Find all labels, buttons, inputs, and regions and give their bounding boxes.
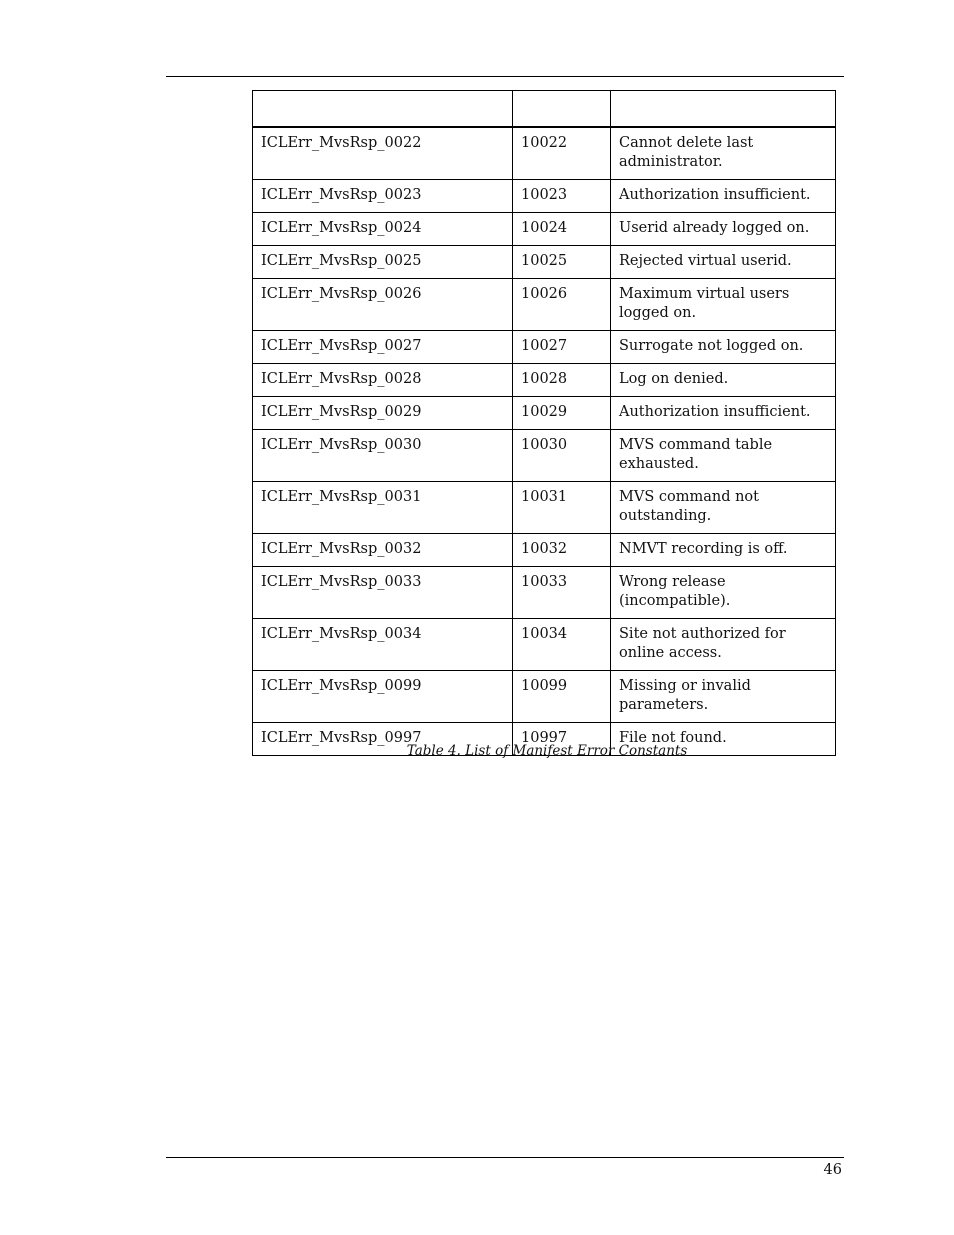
constant-name: ICLErr_MvsRsp_0024 [253, 213, 513, 246]
table-row [253, 430, 836, 482]
constant-name: ICLErr_MvsRsp_0997 [253, 723, 513, 756]
error-code: 10028 [513, 364, 611, 397]
error-code: 10023 [513, 180, 611, 213]
constant-name: ICLErr_MvsRsp_0028 [253, 364, 513, 397]
error-code: 10034 [513, 619, 611, 671]
error-description: File not found. [611, 723, 836, 756]
table-row [253, 213, 836, 246]
table-row [253, 364, 836, 397]
error-code: 10997 [513, 723, 611, 756]
constant-name: ICLErr_MvsRsp_0033 [253, 567, 513, 619]
table-row [253, 619, 836, 671]
table-row [253, 397, 836, 430]
error-code: 10025 [513, 246, 611, 279]
error-description: Log on denied. [611, 364, 836, 397]
error-description: Surrogate not logged on. [611, 331, 836, 364]
error-constants-table [252, 90, 836, 756]
error-code: 10031 [513, 482, 611, 534]
error-description: NMVT recording is off. [611, 534, 836, 567]
error-description: Cannot delete last administrator. [611, 127, 836, 180]
table-row [253, 671, 836, 723]
error-description: Rejected virtual userid. [611, 246, 836, 279]
constant-name: ICLErr_MvsRsp_0034 [253, 619, 513, 671]
constant-name: ICLErr_MvsRsp_0032 [253, 534, 513, 567]
constant-name: ICLErr_MvsRsp_0031 [253, 482, 513, 534]
constant-name: ICLErr_MvsRsp_0029 [253, 397, 513, 430]
constant-name: ICLErr_MvsRsp_0025 [253, 246, 513, 279]
error-description: Authorization insufficient. [611, 180, 836, 213]
error-code: 10022 [513, 127, 611, 180]
error-code: 10024 [513, 213, 611, 246]
table-header-row [253, 91, 836, 128]
table-caption: Table 4. List of Manifest Error Constants [406, 743, 688, 759]
error-description: Userid already logged on. [611, 213, 836, 246]
error-code: 10026 [513, 279, 611, 331]
table-row [253, 331, 836, 364]
error-code: 10033 [513, 567, 611, 619]
error-description: Maximum virtual users logged on. [611, 279, 836, 331]
error-code: 10027 [513, 331, 611, 364]
table-row [253, 534, 836, 567]
table-row [253, 127, 836, 180]
constant-name: ICLErr_MvsRsp_0099 [253, 671, 513, 723]
table-row [253, 482, 836, 534]
constant-name: ICLErr_MvsRsp_0022 [253, 127, 513, 180]
table-row [253, 279, 836, 331]
constant-name: ICLErr_MvsRsp_0030 [253, 430, 513, 482]
error-code: 10030 [513, 430, 611, 482]
page-number: 46 [823, 1162, 842, 1178]
table-row [253, 180, 836, 213]
constant-name: ICLErr_MvsRsp_0023 [253, 180, 513, 213]
error-code: 10032 [513, 534, 611, 567]
header-cell-name [253, 91, 513, 128]
error-description: Missing or invalid parameters. [611, 671, 836, 723]
error-description: Authorization insufficient. [611, 397, 836, 430]
error-code: 10029 [513, 397, 611, 430]
error-description: Wrong release (incompatible). [611, 567, 836, 619]
constant-name: ICLErr_MvsRsp_0026 [253, 279, 513, 331]
error-description: MVS command not outstanding. [611, 482, 836, 534]
header-cell-code [513, 91, 611, 128]
table-row [253, 246, 836, 279]
table-row [253, 567, 836, 619]
error-description: Site not authorized for online access. [611, 619, 836, 671]
header-cell-description [611, 91, 836, 128]
header-rule [166, 76, 844, 77]
error-description: MVS command table exhausted. [611, 430, 836, 482]
error-code: 10099 [513, 671, 611, 723]
constant-name: ICLErr_MvsRsp_0027 [253, 331, 513, 364]
footer-rule [166, 1157, 844, 1158]
